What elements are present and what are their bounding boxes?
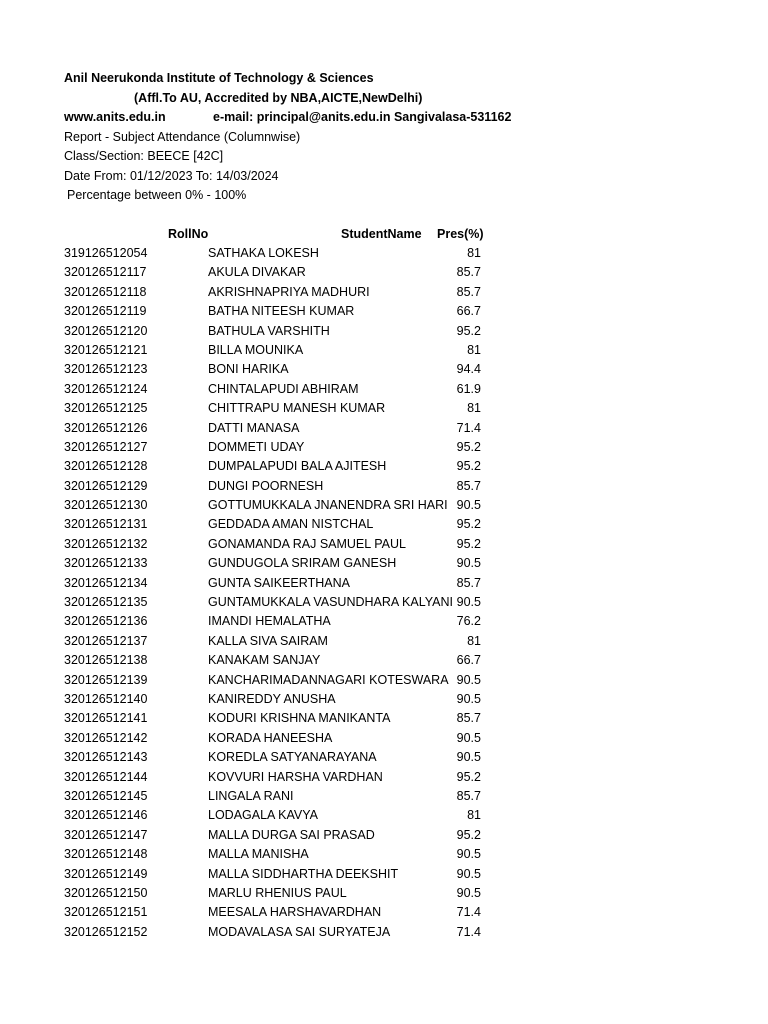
table-row (0, 671, 768, 690)
table-row (0, 535, 768, 554)
roll-number-cell: 320126512134 (64, 575, 148, 590)
presence-percent-cell: 85.7 (456, 265, 481, 280)
roll-number-cell: 320126512145 (64, 788, 148, 803)
table-row (0, 399, 768, 418)
student-name-cell: KOREDLA SATYANARAYANA (208, 750, 377, 765)
presence-percent-cell: 71.4 (456, 924, 481, 939)
table-row (0, 923, 768, 942)
roll-number-cell: 320126512151 (64, 905, 148, 920)
table-row (0, 826, 768, 845)
presence-percent-cell: 81 (467, 246, 481, 260)
table-row (0, 380, 768, 399)
student-name-cell: DUNGI POORNESH (208, 478, 324, 493)
presence-percent-cell: 81 (467, 808, 481, 823)
student-name-cell: MODAVALASA SAI SURYATEJA (208, 924, 391, 939)
website-link: www.anits.edu.in (64, 110, 166, 124)
table-row (0, 341, 768, 360)
roll-number-cell: 320126512139 (64, 672, 148, 687)
student-name-cell: MALLA MANISHA (208, 847, 309, 862)
presence-percent-cell: 81 (467, 401, 481, 416)
table-row (0, 768, 768, 787)
presence-percent-cell: 76.2 (456, 614, 481, 629)
roll-number-cell: 320126512117 (64, 265, 147, 280)
roll-number-cell: 320126512129 (64, 478, 148, 493)
presence-percent-cell: 90.5 (456, 847, 481, 862)
presence-percent-cell: 90.5 (456, 730, 481, 745)
presence-percent-cell: 85.7 (456, 788, 481, 803)
table-row (0, 457, 768, 476)
presence-percent-cell: 94.4 (456, 362, 481, 377)
student-name-cell: MARLU RHENIUS PAUL (208, 885, 347, 900)
presence-percent-cell: 95.2 (456, 323, 481, 338)
student-name-cell: KORADA HANEESHA (208, 730, 333, 745)
table-row (0, 787, 768, 806)
presence-percent-cell: 71.4 (456, 420, 481, 435)
table-row (0, 302, 768, 321)
table-row (0, 651, 768, 670)
table-row (0, 283, 768, 302)
student-name-cell: GONAMANDA RAJ SAMUEL PAUL (208, 536, 406, 551)
student-name-cell: MALLA SIDDHARTHA DEEKSHIT (208, 866, 399, 881)
table-row (0, 360, 768, 379)
roll-number-cell: 320126512152 (64, 924, 148, 939)
student-name-cell: KANCHARIMADANNAGARI KOTESWARA (208, 672, 449, 687)
table-row (0, 632, 768, 651)
table-row (0, 515, 768, 534)
table-row (0, 845, 768, 864)
presence-percent-cell: 71.4 (456, 905, 481, 920)
report-title: Report - Subject Attendance (Columnwise) (64, 130, 301, 144)
roll-number-cell: 320126512136 (64, 614, 148, 629)
column-header-pres: Pres(%) (437, 227, 484, 241)
table-row (0, 574, 768, 593)
student-name-cell: KOVVURI HARSHA VARDHAN (208, 769, 383, 784)
roll-number-cell: 320126512148 (64, 847, 148, 862)
student-name-cell: MEESALA HARSHAVARDHAN (208, 905, 382, 920)
roll-number-cell: 320126512141 (64, 711, 148, 726)
presence-percent-cell: 85.7 (456, 711, 481, 726)
presence-percent-cell: 90.5 (456, 885, 481, 900)
roll-number-cell: 320126512121 (64, 342, 148, 357)
table-row (0, 322, 768, 341)
roll-number-cell: 320126512119 (64, 304, 147, 319)
presence-percent-cell: 81 (467, 633, 481, 648)
table-row (0, 244, 768, 263)
roll-number-cell: 320126512149 (64, 866, 148, 881)
student-name-cell: KANAKAM SANJAY (208, 653, 321, 668)
roll-number-cell: 320126512150 (64, 885, 148, 900)
date-range: Date From: 01/12/2023 To: 14/03/2024 (64, 169, 279, 183)
presence-percent-cell: 95.2 (456, 517, 481, 532)
class-section: Class/Section: BEECE [42C] (64, 149, 224, 163)
table-row (0, 593, 768, 612)
presence-percent-cell: 66.7 (456, 653, 481, 668)
student-name-cell: KANIREDDY ANUSHA (208, 691, 336, 706)
presence-percent-cell: 90.5 (456, 595, 481, 610)
presence-percent-cell: 90.5 (456, 498, 481, 513)
roll-number-cell: 320126512138 (64, 653, 148, 668)
student-name-cell: AKRISHNAPRIYA MADHURI (208, 284, 370, 299)
roll-number-cell: 320126512142 (64, 730, 148, 745)
roll-number-cell: 320126512125 (64, 401, 148, 416)
student-name-cell: GOTTUMUKKALA JNANENDRA SRI HARI (208, 498, 448, 513)
student-name-cell: LINGALA RANI (208, 788, 294, 803)
student-name-cell: IMANDI HEMALATHA (208, 614, 331, 629)
presence-percent-cell: 90.5 (456, 866, 481, 881)
student-name-cell: MALLA DURGA SAI PRASAD (208, 827, 375, 842)
roll-number-cell: 320126512126 (64, 420, 148, 435)
student-name-cell: BATHA NITEESH KUMAR (208, 304, 355, 319)
presence-percent-cell: 95.2 (456, 769, 481, 784)
presence-percent-cell: 85.7 (456, 478, 481, 493)
presence-percent-cell: 95.2 (456, 827, 481, 842)
roll-number-cell: 320126512140 (64, 691, 148, 706)
roll-number-cell: 320126512123 (64, 362, 148, 377)
student-name-cell: CHITTRAPU MANESH KUMAR (208, 401, 386, 416)
student-name-cell: BATHULA VARSHITH (208, 323, 330, 338)
student-name-cell: KODURI KRISHNA MANIKANTA (208, 711, 391, 726)
roll-number-cell: 320126512118 (64, 284, 147, 299)
student-name-cell: DUMPALAPUDI BALA AJITESH (208, 459, 387, 474)
table-row (0, 419, 768, 438)
presence-percent-cell: 95.2 (456, 459, 481, 474)
presence-percent-cell: 85.7 (456, 284, 481, 299)
roll-number-cell: 320126512131 (64, 517, 148, 532)
table-row (0, 884, 768, 903)
contact-line: e-mail: principal@anits.edu.in Sangivalasa-531162 (213, 110, 512, 124)
percentage-range: Percentage between 0% - 100% (67, 188, 247, 202)
institute-name: Anil Neerukonda Institute of Technology & Sciences (64, 71, 374, 85)
affiliation-line: (Affl.To AU, Accredited by NBA,AICTE,NewDelhi) (134, 91, 423, 105)
roll-number-cell: 320126512135 (64, 595, 148, 610)
column-header-studentname: StudentName (341, 227, 422, 241)
roll-number-cell: 320126512133 (64, 556, 148, 571)
student-name-cell: BONI HARIKA (208, 362, 289, 377)
roll-number-cell: 319126512054 (64, 246, 148, 260)
presence-percent-cell: 66.7 (456, 304, 481, 319)
student-name-cell: CHINTALAPUDI ABHIRAM (208, 381, 359, 396)
student-name-cell: BILLA MOUNIKA (208, 342, 304, 357)
presence-percent-cell: 61.9 (456, 381, 481, 396)
table-row (0, 612, 768, 631)
student-name-cell: GUNTAMUKKALA VASUNDHARA KALYANI (208, 595, 453, 610)
roll-number-cell: 320126512146 (64, 808, 148, 823)
roll-number-cell: 320126512132 (64, 536, 148, 551)
presence-percent-cell: 90.5 (456, 750, 481, 765)
roll-number-cell: 320126512130 (64, 498, 148, 513)
presence-percent-cell: 90.5 (456, 691, 481, 706)
roll-number-cell: 320126512120 (64, 323, 148, 338)
attendance-table-body (0, 244, 768, 942)
table-row (0, 690, 768, 709)
roll-number-cell: 320126512128 (64, 459, 148, 474)
presence-percent-cell: 95.2 (456, 439, 481, 454)
roll-number-cell: 320126512137 (64, 633, 148, 648)
presence-percent-cell: 85.7 (456, 575, 481, 590)
roll-number-cell: 320126512144 (64, 769, 148, 784)
table-row (0, 438, 768, 457)
presence-percent-cell: 81 (467, 342, 481, 357)
student-name-cell: SATHAKA LOKESH (208, 246, 319, 260)
roll-number-cell: 320126512147 (64, 827, 148, 842)
presence-percent-cell: 95.2 (456, 536, 481, 551)
table-row (0, 865, 768, 884)
student-name-cell: LODAGALA KAVYA (208, 808, 319, 823)
student-name-cell: DOMMETI UDAY (208, 439, 305, 454)
student-name-cell: GUNDUGOLA SRIRAM GANESH (208, 556, 397, 571)
table-row (0, 496, 768, 515)
column-header-rollno: RollNo (168, 227, 209, 241)
student-name-cell: GEDDADA AMAN NISTCHAL (208, 517, 374, 532)
roll-number-cell: 320126512143 (64, 750, 148, 765)
table-row (0, 554, 768, 573)
student-name-cell: AKULA DIVAKAR (208, 265, 306, 280)
table-row (0, 729, 768, 748)
student-name-cell: DATTI MANASA (208, 420, 300, 435)
student-name-cell: KALLA SIVA SAIRAM (208, 633, 328, 648)
table-row (0, 477, 768, 496)
table-row (0, 748, 768, 767)
presence-percent-cell: 90.5 (456, 672, 481, 687)
roll-number-cell: 320126512124 (64, 381, 148, 396)
roll-number-cell: 320126512127 (64, 439, 148, 454)
presence-percent-cell: 90.5 (456, 556, 481, 571)
table-row (0, 903, 768, 922)
table-row (0, 806, 768, 825)
table-row (0, 263, 768, 282)
student-name-cell: GUNTA SAIKEERTHANA (208, 575, 350, 590)
table-row (0, 709, 768, 728)
